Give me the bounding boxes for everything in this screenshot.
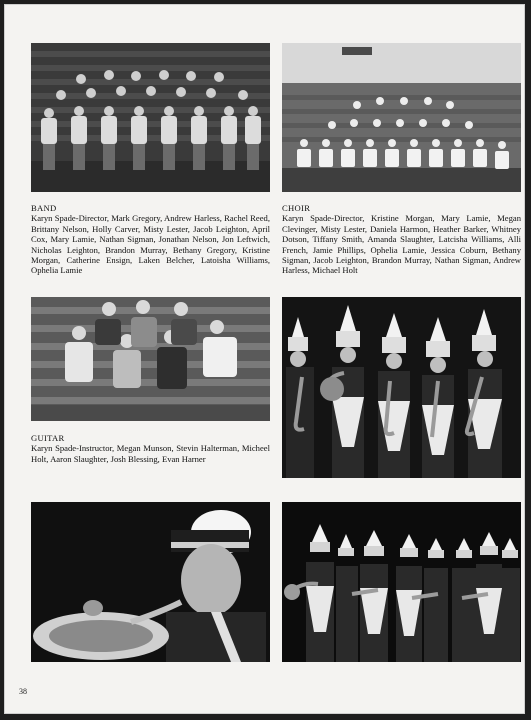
choir-group-photo bbox=[282, 43, 521, 192]
marching-band-saxophones-image bbox=[282, 297, 521, 478]
choir-names: Karyn Spade-Director, Kristine Morgan, Mary Lamie, Megan Clevinger, Misty Lester, Daniela Harmon, Heather Barker, Whitney Dotson, Tiffany Smith, Amanda Slaughter, Latcisha Williams, Alli French, Jamie Phillips, Ophelia Lamie, Jessica Coburn, Bethany Sigman, Jacob Leighton, Brandon Murray, Nathan Sigman, Andrew Harless, Michael Holt bbox=[282, 213, 521, 276]
page-number: 38 bbox=[19, 687, 27, 696]
tuba-player-photo bbox=[31, 502, 270, 662]
guitar-names: Karyn Spade-Instructor, Megan Munson, Stevin Halterman, Micheel Holt, Aaron Slaughter, Josh Blessing, Evan Harner bbox=[31, 443, 270, 464]
guitar-heading: GUITAR bbox=[31, 433, 65, 443]
band-group-photo bbox=[31, 43, 270, 192]
guitar-caption bbox=[31, 433, 270, 464]
band-caption bbox=[31, 203, 270, 276]
marching-band-night-photo bbox=[282, 502, 521, 662]
choir-caption bbox=[282, 203, 521, 276]
band-heading: BAND bbox=[31, 203, 57, 213]
guitar-group-image bbox=[31, 297, 270, 421]
guitar-group-photo bbox=[31, 297, 270, 421]
marching-band-saxophones-photo bbox=[282, 297, 521, 478]
band-names: Karyn Spade-Director, Mark Gregory, Andrew Harless, Rachel Reed, Brittany Nelson, Holly Carver, Misty Lester, Jacob Leighton, April Cox, Mary Lamie, Nathan Sigman, Jonathan Nelson, Jon Leftwich, Nicholas Leighton, Brandon Murray, Bethany Gregory, Kristine Morgan, Catherine Ensign, Laken Belcher, Latoisha Williams, Ophelia Lamie bbox=[31, 213, 270, 276]
tuba-player-image bbox=[31, 502, 270, 662]
yearbook-page bbox=[4, 4, 525, 714]
choir-group-image bbox=[282, 43, 521, 192]
band-group-image bbox=[31, 43, 270, 192]
choir-heading: CHOIR bbox=[282, 203, 311, 213]
marching-band-night-image bbox=[282, 502, 521, 662]
